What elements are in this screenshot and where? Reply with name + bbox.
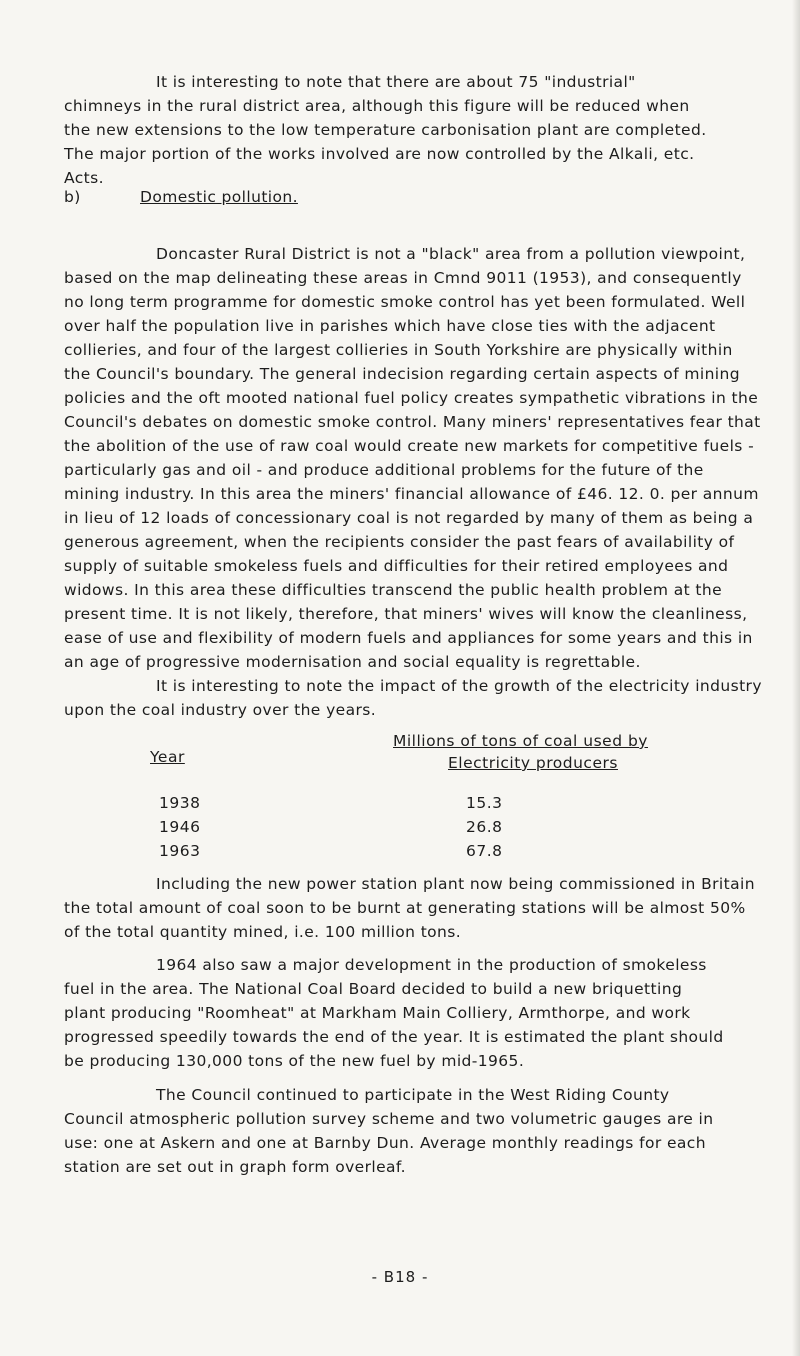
- column-header-millions-line1: Millions of tons of coal used by: [393, 732, 648, 750]
- paragraph-power-station-coal: Including the new power station plant now being commissioned in Britain the total amount of coal soon to be burnt at generating stations will be almost 50% of the total quantity mined, i.e. 100 million tons.: [64, 875, 755, 941]
- table-cell-value: 26.8: [466, 818, 503, 836]
- page-edge-shadow: [792, 0, 800, 1356]
- table-cell-year: 1963: [159, 842, 201, 860]
- table-cell-year: 1946: [159, 818, 201, 836]
- paragraph-smokeless-fuel: 1964 also saw a major development in the production of smokeless fuel in the area. The National Coal Board decided to build a new briquetting plant producing "Roomheat" at Markham Main Colliery, Armthorpe, and work progressed speedily towards the end of the year. It is estimated the plant should be producing 130,000 tons of the new fuel by mid-1965.: [64, 956, 724, 1070]
- table-cell-value: 67.8: [466, 842, 503, 860]
- paragraph-domestic-pollution: Doncaster Rural District is not a "black" area from a pollution viewpoint, based on the map delineating these areas in Cmnd 9011 (1953), and consequently no long term programme for domestic smoke control has yet been formulated. Well over half the population live in parishes which have close ties with the adjacent collieries, and four of the largest collieries in South Yorkshire are physically within the Council's boundary. The general indecision regarding certain aspects of mining policies and the oft mooted national fuel policy creates sympathetic vibrations in the Council's debates on domestic smoke control. Many miners' representatives fear that the abolition of the use of raw coal would create new markets for competitive fuels - particularly gas and oil - and produce additional problems for the future of the mining industry. In this area the miners' financial allowance of £46. 12. 0. per annum in lieu of 12 loads of concessionary coal is not regarded by many of them as being a generous agreement, when the recipients consider the past fears of availability of supply of suitable smokeless fuels and difficulties for their retired employees and widows. In this area these difficulties transcend the public health problem at the present time. It is not likely, therefore, that miners' wives will know the cleanliness, ease of use and flexibility of modern fuels and appliances for some years and this in an age of progressive modernisation and social equality is regrettable.: [64, 245, 761, 671]
- column-header-millions-line2: Electricity producers: [448, 754, 618, 772]
- table-row: [150, 794, 710, 818]
- paragraph-electricity-impact: It is interesting to note the impact of the growth of the electricity industry upon the coal industry over the years.: [64, 677, 762, 719]
- paragraph-pollution-survey: The Council continued to participate in the West Riding County Council atmospheric pollution survey scheme and two volumetric gauges are in use: one at Askern and one at Barnby Dun. Average monthly readings for each station are set out in graph form overleaf.: [64, 1086, 714, 1176]
- section-heading-domestic-pollution: [64, 185, 298, 209]
- column-header-year: Year: [150, 748, 185, 766]
- paragraph-industrial-chimneys: It is interesting to note that there are about 75 "industrial" chimneys in the rural district area, although this figure will be reduced when the new extensions to the low temperature carbonisation plant are completed. The major portion of the works involved are now controlled by the Alkali, etc. Acts.: [64, 73, 707, 187]
- table-cell-year: 1938: [159, 794, 201, 812]
- section-label: b): [64, 188, 81, 206]
- table-row: [150, 818, 710, 842]
- table-cell-value: 15.3: [466, 794, 503, 812]
- page-number: - B18 -: [371, 1268, 429, 1286]
- table-row: [150, 842, 710, 866]
- section-title: Domestic pollution.: [140, 188, 298, 206]
